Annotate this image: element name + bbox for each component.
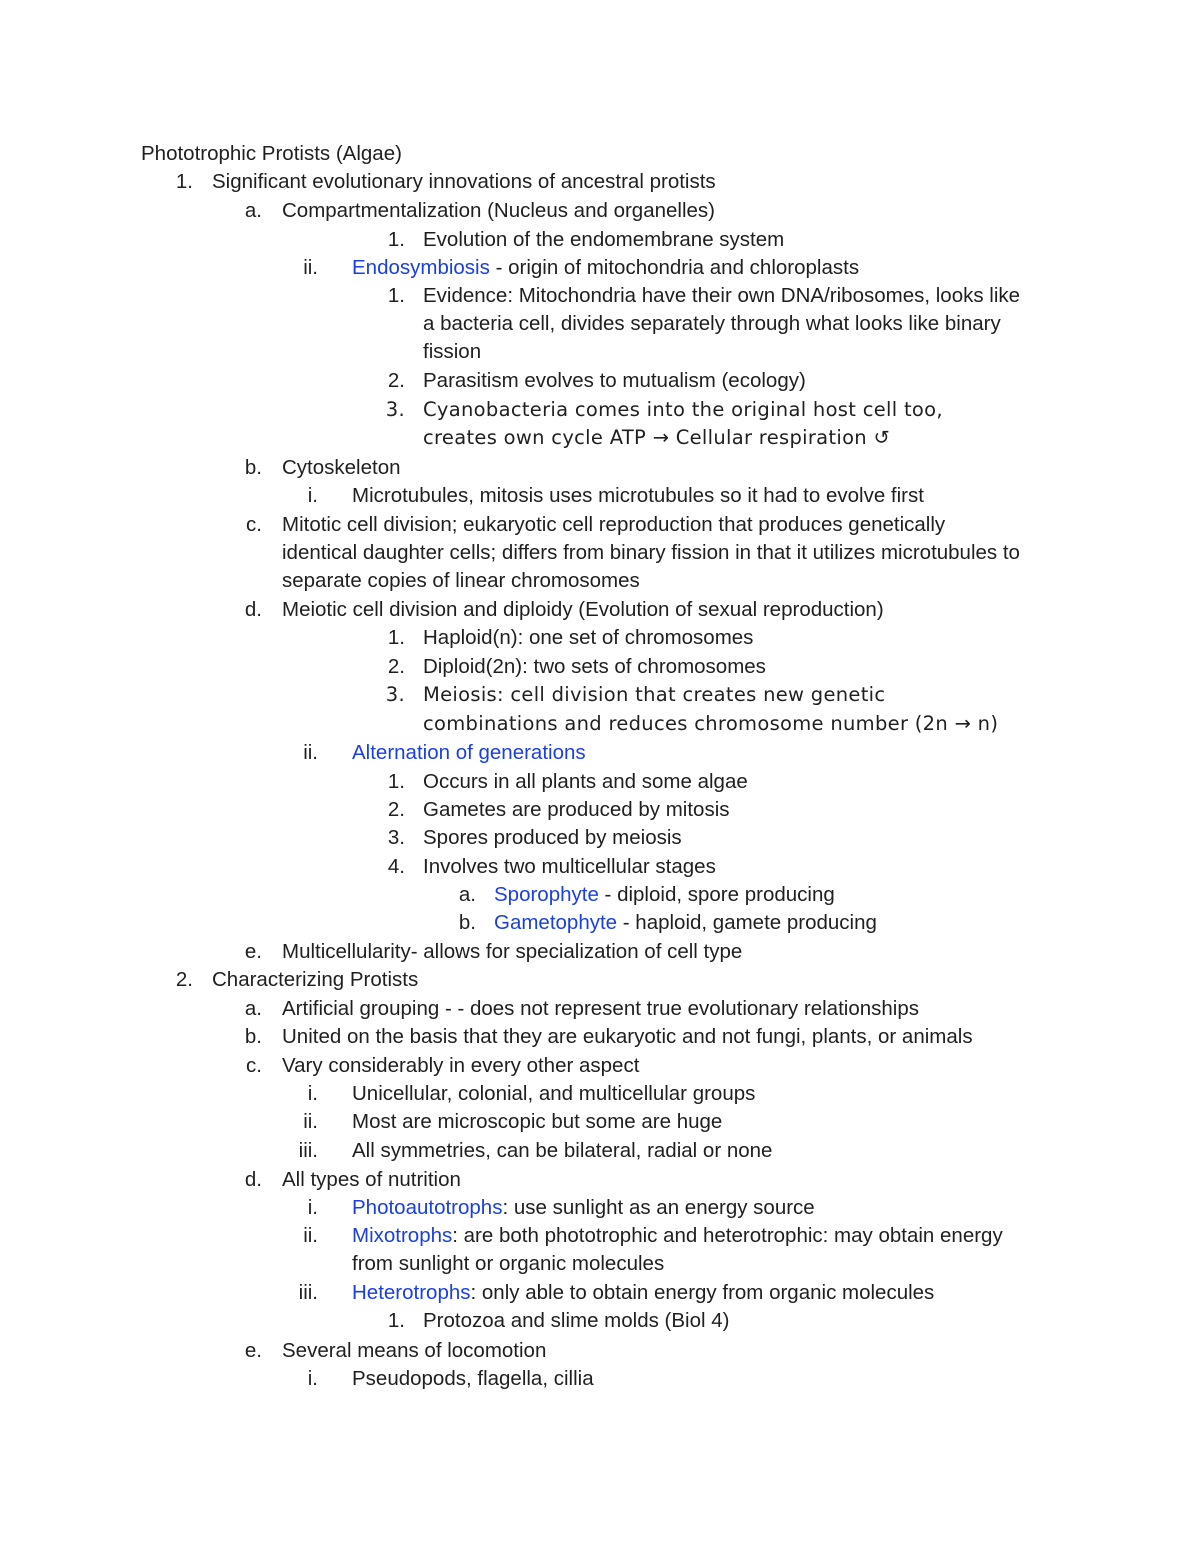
list-marker: c. [246, 513, 262, 536]
item-body: separate copies of linear chromosomes [282, 569, 640, 592]
item-text [352, 1108, 722, 1136]
item-text [282, 1052, 639, 1080]
list-marker: e. [244, 1339, 262, 1362]
item-text [423, 226, 784, 254]
item-text [423, 1307, 730, 1335]
list-marker: 2. [175, 968, 193, 991]
item-text [423, 853, 716, 881]
item-body: combinations and reduces chromosome number (2n → n) [423, 712, 999, 735]
item-body: - haploid, gamete producing [617, 911, 877, 934]
list-marker: iii. [298, 1281, 318, 1304]
item-body: Occurs in all plants and some algae [423, 770, 748, 793]
item-body: Cytoskeleton [282, 456, 401, 479]
item-body: Characterizing Protists [212, 968, 419, 991]
item-text [352, 1194, 815, 1222]
item-text [423, 796, 730, 824]
item-body: Cyanobacteria comes into the original host cell too, [423, 398, 943, 421]
item-body: Multicellularity- allows for specialization of cell type [282, 940, 743, 963]
list-marker: a. [458, 883, 476, 906]
item-text [282, 1023, 973, 1051]
item-text [352, 1080, 755, 1108]
item-body: Parasitism evolves to mutualism (ecology) [423, 369, 806, 392]
item-text [423, 710, 998, 738]
item-body: Haploid(n): one set of chromosomes [423, 626, 754, 649]
item-text [423, 424, 890, 452]
item-body: Several means of locomotion [282, 1339, 547, 1362]
list-marker: e. [244, 940, 262, 963]
highlighted-term: Mixotrophs [352, 1224, 453, 1247]
item-body: Evidence: Mitochondria have their own DNA/ribosomes, looks like [423, 284, 1021, 307]
item-text [352, 1137, 772, 1165]
item-text [352, 1365, 594, 1393]
list-marker: 1. [387, 626, 405, 649]
item-text [352, 254, 859, 282]
title-text: Phototrophic Protists (Algae) [141, 142, 402, 165]
highlighted-term: Gametophyte [494, 911, 618, 934]
item-text [423, 681, 885, 709]
item-body: Meiotic cell division and diploidy (Evolution of sexual reproduction) [282, 598, 884, 621]
list-marker: ii. [303, 741, 318, 764]
item-text [423, 824, 682, 852]
item-body: Meiosis: cell division that creates new genetic [423, 683, 886, 706]
item-body: All symmetries, can be bilateral, radial or none [352, 1139, 773, 1162]
item-text [352, 1222, 1003, 1250]
highlighted-term: Heterotrophs [352, 1281, 471, 1304]
list-marker: 3. [385, 683, 405, 706]
item-body: : use sunlight as an energy source [502, 1196, 815, 1219]
list-marker: i. [307, 1367, 318, 1390]
highlighted-term: Photoautotrophs [352, 1196, 503, 1219]
item-body: Gametes are produced by mitosis [423, 798, 730, 821]
item-body: Microtubules, mitosis uses microtubules so it had to evolve first [352, 484, 924, 507]
list-marker: iii. [298, 1139, 318, 1162]
item-text [352, 739, 586, 767]
list-marker: a. [244, 997, 262, 1020]
item-body: : are both phototrophic and heterotrophic: may obtain energy [452, 1224, 1003, 1247]
item-body: Protozoa and slime molds (Biol 4) [423, 1309, 730, 1332]
item-text [282, 1337, 546, 1365]
item-body: fission [423, 340, 482, 363]
item-text [282, 1166, 461, 1194]
item-text [423, 310, 1001, 338]
item-text [282, 539, 1020, 567]
item-body: Compartmentalization (Nucleus and organelles) [282, 199, 715, 222]
item-text [282, 511, 945, 539]
list-marker: 1. [387, 284, 405, 307]
item-text [423, 653, 766, 681]
item-text [352, 1279, 934, 1307]
item-body: - diploid, spore producing [598, 883, 835, 906]
item-body: Vary considerably in every other aspect [282, 1054, 640, 1077]
item-text [282, 596, 884, 624]
list-marker: i. [307, 1196, 318, 1219]
list-marker: d. [244, 1168, 262, 1191]
item-text [352, 482, 924, 510]
item-body: - origin of mitochondria and chloroplasts [489, 256, 860, 279]
list-marker: ii. [303, 256, 318, 279]
item-text [423, 367, 806, 395]
list-marker: 1. [387, 1309, 405, 1332]
list-marker: b. [458, 911, 476, 934]
item-body: Significant evolutionary innovations of ancestral protists [212, 170, 716, 193]
list-marker: i. [307, 1082, 318, 1105]
item-text [423, 338, 481, 366]
list-marker: c. [246, 1054, 262, 1077]
item-body: Evolution of the endomembrane system [423, 228, 785, 251]
item-body: Mitotic cell division; eukaryotic cell reproduction that produces genetically [282, 513, 946, 536]
document-title [141, 140, 402, 168]
list-marker: 2. [387, 369, 405, 392]
item-text [423, 624, 753, 652]
list-marker: b. [244, 1025, 262, 1048]
item-text [282, 938, 742, 966]
item-body: United on the basis that they are eukaryotic and not fungi, plants, or animals [282, 1025, 973, 1048]
item-body: Most are microscopic but some are huge [352, 1110, 723, 1133]
item-text [212, 966, 418, 994]
list-marker: 1. [387, 228, 405, 251]
item-body: a bacteria cell, divides separately through what looks like binary [423, 312, 1001, 335]
item-body: Involves two multicellular stages [423, 855, 716, 878]
list-marker: d. [244, 598, 262, 621]
item-body: from sunlight or organic molecules [352, 1252, 665, 1275]
item-text [423, 768, 748, 796]
list-marker: 2. [387, 798, 405, 821]
item-body: : only able to obtain energy from organic molecules [470, 1281, 935, 1304]
item-body: All types of nutrition [282, 1168, 461, 1191]
item-text [282, 454, 401, 482]
item-body: identical daughter cells; differs from binary fission in that it utilizes microtubules to [282, 541, 1020, 564]
item-text [423, 282, 1020, 310]
item-text [352, 1250, 664, 1278]
list-marker: 1. [175, 170, 193, 193]
list-marker: 1. [387, 770, 405, 793]
highlighted-term: Sporophyte [494, 883, 599, 906]
item-body: Unicellular, colonial, and multicellular groups [352, 1082, 756, 1105]
item-body: creates own cycle ATP → Cellular respiration ↺ [423, 426, 891, 449]
item-text [282, 197, 715, 225]
list-marker: i. [307, 484, 318, 507]
item-text [494, 909, 877, 937]
list-marker: a. [244, 199, 262, 222]
item-text [282, 995, 919, 1023]
list-marker: ii. [303, 1110, 318, 1133]
highlighted-term: Alternation of generations [352, 741, 586, 764]
list-marker: ii. [303, 1224, 318, 1247]
item-text [282, 567, 640, 595]
item-body: Pseudopods, flagella, cillia [352, 1367, 594, 1390]
list-marker: 2. [387, 655, 405, 678]
item-body: Diploid(2n): two sets of chromosomes [423, 655, 766, 678]
item-body: Artificial grouping - - does not represent true evolutionary relationships [282, 997, 919, 1020]
highlighted-term: Endosymbiosis [352, 256, 490, 279]
item-text [494, 881, 835, 909]
list-marker: 3. [385, 398, 405, 421]
item-body: Spores produced by meiosis [423, 826, 682, 849]
list-marker: b. [244, 456, 262, 479]
item-text [423, 396, 943, 424]
item-text [212, 168, 716, 196]
list-marker: 4. [387, 855, 405, 878]
list-marker: 3. [387, 826, 405, 849]
